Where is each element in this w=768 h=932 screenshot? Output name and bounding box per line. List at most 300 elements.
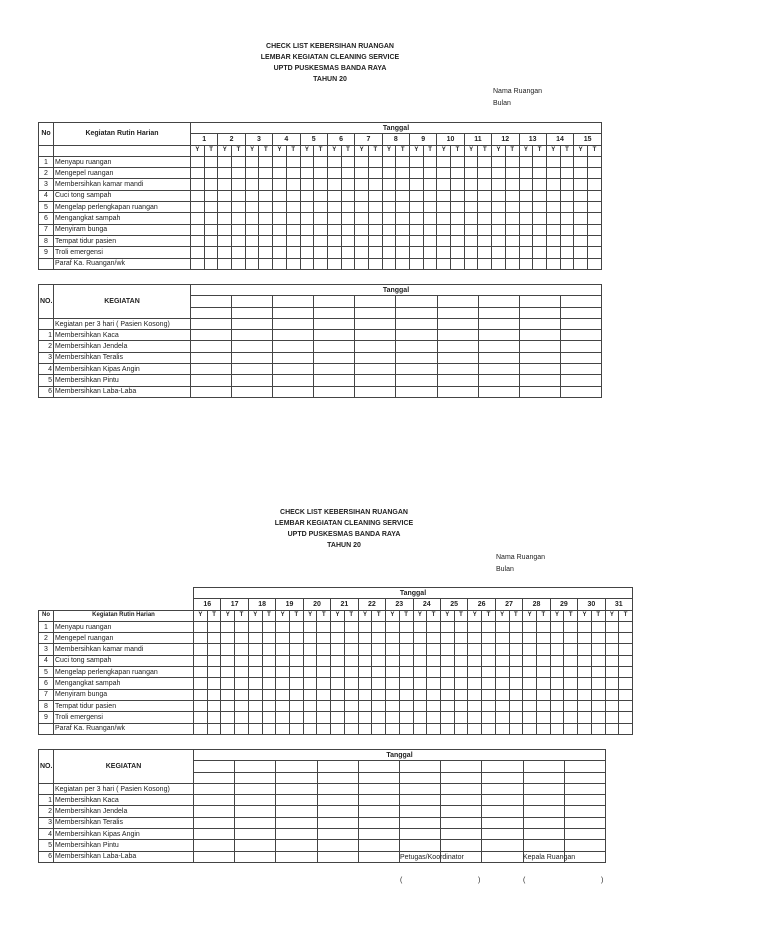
check-cell[interactable] xyxy=(413,689,427,700)
check-cell[interactable] xyxy=(314,341,355,352)
check-cell[interactable] xyxy=(273,258,287,269)
check-cell[interactable] xyxy=(317,644,331,655)
check-cell[interactable] xyxy=(464,202,478,213)
check-cell[interactable] xyxy=(423,258,437,269)
check-cell[interactable] xyxy=(523,655,537,666)
check-cell[interactable] xyxy=(290,621,304,632)
check-cell[interactable] xyxy=(344,712,358,723)
check-cell[interactable] xyxy=(355,364,396,375)
check-cell[interactable] xyxy=(191,168,205,179)
check-cell[interactable] xyxy=(440,621,454,632)
check-cell[interactable] xyxy=(423,156,437,167)
check-cell[interactable] xyxy=(235,667,249,678)
check-cell[interactable] xyxy=(194,783,235,794)
check-cell[interactable] xyxy=(355,330,396,341)
check-cell[interactable] xyxy=(482,644,496,655)
check-cell[interactable] xyxy=(519,318,560,329)
check-cell[interactable] xyxy=(564,633,578,644)
check-cell[interactable] xyxy=(262,644,276,655)
check-cell[interactable] xyxy=(482,689,496,700)
check-cell[interactable] xyxy=(245,213,259,224)
check-cell[interactable] xyxy=(505,235,519,246)
check-cell[interactable] xyxy=(560,364,601,375)
check-cell[interactable] xyxy=(314,330,355,341)
check-cell[interactable] xyxy=(317,621,331,632)
check-cell[interactable] xyxy=(327,190,341,201)
check-cell[interactable] xyxy=(248,712,262,723)
check-cell[interactable] xyxy=(564,667,578,678)
check-cell[interactable] xyxy=(232,375,273,386)
check-cell[interactable] xyxy=(482,700,496,711)
check-cell[interactable] xyxy=(533,258,547,269)
check-cell[interactable] xyxy=(437,213,451,224)
check-cell[interactable] xyxy=(317,689,331,700)
check-cell[interactable] xyxy=(492,213,506,224)
check-cell[interactable] xyxy=(591,667,605,678)
check-cell[interactable] xyxy=(276,723,290,734)
check-cell[interactable] xyxy=(505,202,519,213)
check-cell[interactable] xyxy=(482,723,496,734)
check-cell[interactable] xyxy=(355,179,369,190)
check-cell[interactable] xyxy=(464,235,478,246)
check-cell[interactable] xyxy=(327,258,341,269)
check-cell[interactable] xyxy=(386,689,400,700)
check-cell[interactable] xyxy=(331,644,345,655)
check-cell[interactable] xyxy=(482,633,496,644)
check-cell[interactable] xyxy=(574,190,588,201)
check-cell[interactable] xyxy=(492,224,506,235)
check-cell[interactable] xyxy=(550,621,564,632)
check-cell[interactable] xyxy=(505,247,519,258)
check-cell[interactable] xyxy=(533,235,547,246)
check-cell[interactable] xyxy=(533,247,547,258)
check-cell[interactable] xyxy=(276,700,290,711)
check-cell[interactable] xyxy=(386,678,400,689)
check-cell[interactable] xyxy=(300,224,314,235)
check-cell[interactable] xyxy=(437,168,451,179)
check-cell[interactable] xyxy=(560,168,574,179)
check-cell[interactable] xyxy=(300,247,314,258)
check-cell[interactable] xyxy=(235,712,249,723)
check-cell[interactable] xyxy=(344,667,358,678)
check-cell[interactable] xyxy=(303,667,317,678)
check-cell[interactable] xyxy=(221,723,235,734)
check-cell[interactable] xyxy=(546,179,560,190)
check-cell[interactable] xyxy=(495,723,509,734)
check-cell[interactable] xyxy=(191,190,205,201)
date-cell[interactable] xyxy=(437,296,478,307)
date-cell[interactable] xyxy=(235,761,276,772)
check-cell[interactable] xyxy=(587,190,601,201)
check-cell[interactable] xyxy=(355,224,369,235)
check-cell[interactable] xyxy=(191,341,232,352)
check-cell[interactable] xyxy=(372,689,386,700)
check-cell[interactable] xyxy=(509,644,523,655)
check-cell[interactable] xyxy=(482,712,496,723)
check-cell[interactable] xyxy=(259,224,273,235)
check-cell[interactable] xyxy=(355,202,369,213)
check-cell[interactable] xyxy=(478,213,492,224)
check-cell[interactable] xyxy=(221,667,235,678)
check-cell[interactable] xyxy=(519,341,560,352)
check-cell[interactable] xyxy=(423,213,437,224)
check-cell[interactable] xyxy=(505,213,519,224)
check-cell[interactable] xyxy=(509,689,523,700)
check-cell[interactable] xyxy=(300,258,314,269)
check-cell[interactable] xyxy=(300,156,314,167)
check-cell[interactable] xyxy=(358,817,399,828)
check-cell[interactable] xyxy=(546,168,560,179)
check-cell[interactable] xyxy=(533,224,547,235)
date-cell[interactable] xyxy=(273,296,314,307)
check-cell[interactable] xyxy=(423,202,437,213)
check-cell[interactable] xyxy=(578,655,592,666)
check-cell[interactable] xyxy=(300,202,314,213)
check-cell[interactable] xyxy=(437,156,451,167)
check-cell[interactable] xyxy=(427,621,441,632)
date-cell[interactable] xyxy=(358,772,399,783)
check-cell[interactable] xyxy=(341,156,355,167)
check-cell[interactable] xyxy=(454,644,468,655)
check-cell[interactable] xyxy=(232,213,246,224)
check-cell[interactable] xyxy=(331,633,345,644)
check-cell[interactable] xyxy=(550,667,564,678)
check-cell[interactable] xyxy=(245,247,259,258)
check-cell[interactable] xyxy=(286,202,300,213)
check-cell[interactable] xyxy=(355,168,369,179)
check-cell[interactable] xyxy=(191,202,205,213)
check-cell[interactable] xyxy=(441,806,482,817)
check-cell[interactable] xyxy=(276,678,290,689)
check-cell[interactable] xyxy=(399,633,413,644)
check-cell[interactable] xyxy=(550,655,564,666)
date-cell[interactable] xyxy=(478,307,519,318)
check-cell[interactable] xyxy=(259,179,273,190)
check-cell[interactable] xyxy=(482,621,496,632)
check-cell[interactable] xyxy=(331,712,345,723)
check-cell[interactable] xyxy=(314,168,328,179)
check-cell[interactable] xyxy=(564,644,578,655)
check-cell[interactable] xyxy=(262,678,276,689)
check-cell[interactable] xyxy=(204,247,218,258)
check-cell[interactable] xyxy=(248,644,262,655)
date-cell[interactable] xyxy=(482,772,523,783)
check-cell[interactable] xyxy=(505,156,519,167)
check-cell[interactable] xyxy=(399,700,413,711)
check-cell[interactable] xyxy=(221,655,235,666)
check-cell[interactable] xyxy=(358,806,399,817)
check-cell[interactable] xyxy=(276,655,290,666)
check-cell[interactable] xyxy=(368,168,382,179)
check-cell[interactable] xyxy=(358,712,372,723)
check-cell[interactable] xyxy=(358,783,399,794)
date-cell[interactable] xyxy=(519,307,560,318)
check-cell[interactable] xyxy=(232,330,273,341)
check-cell[interactable] xyxy=(478,364,519,375)
check-cell[interactable] xyxy=(341,190,355,201)
date-cell[interactable] xyxy=(396,296,437,307)
check-cell[interactable] xyxy=(546,224,560,235)
date-cell[interactable] xyxy=(232,296,273,307)
check-cell[interactable] xyxy=(317,655,331,666)
check-cell[interactable] xyxy=(478,179,492,190)
check-cell[interactable] xyxy=(344,655,358,666)
check-cell[interactable] xyxy=(523,633,537,644)
check-cell[interactable] xyxy=(437,179,451,190)
check-cell[interactable] xyxy=(533,202,547,213)
date-cell[interactable] xyxy=(191,307,232,318)
check-cell[interactable] xyxy=(619,644,633,655)
check-cell[interactable] xyxy=(413,633,427,644)
check-cell[interactable] xyxy=(276,840,317,851)
check-cell[interactable] xyxy=(399,723,413,734)
check-cell[interactable] xyxy=(591,678,605,689)
check-cell[interactable] xyxy=(399,817,440,828)
check-cell[interactable] xyxy=(468,621,482,632)
check-cell[interactable] xyxy=(191,352,232,363)
check-cell[interactable] xyxy=(327,168,341,179)
date-cell[interactable] xyxy=(317,772,358,783)
check-cell[interactable] xyxy=(372,678,386,689)
check-cell[interactable] xyxy=(372,667,386,678)
check-cell[interactable] xyxy=(437,247,451,258)
check-cell[interactable] xyxy=(550,689,564,700)
check-cell[interactable] xyxy=(478,156,492,167)
check-cell[interactable] xyxy=(248,655,262,666)
check-cell[interactable] xyxy=(344,678,358,689)
check-cell[interactable] xyxy=(303,723,317,734)
check-cell[interactable] xyxy=(619,723,633,734)
check-cell[interactable] xyxy=(519,224,533,235)
check-cell[interactable] xyxy=(564,655,578,666)
check-cell[interactable] xyxy=(427,655,441,666)
check-cell[interactable] xyxy=(619,621,633,632)
check-cell[interactable] xyxy=(468,723,482,734)
check-cell[interactable] xyxy=(382,235,396,246)
check-cell[interactable] xyxy=(341,213,355,224)
check-cell[interactable] xyxy=(464,179,478,190)
check-cell[interactable] xyxy=(276,644,290,655)
check-cell[interactable] xyxy=(574,156,588,167)
check-cell[interactable] xyxy=(344,644,358,655)
check-cell[interactable] xyxy=(564,712,578,723)
date-cell[interactable] xyxy=(273,307,314,318)
check-cell[interactable] xyxy=(245,190,259,201)
check-cell[interactable] xyxy=(437,235,451,246)
check-cell[interactable] xyxy=(464,247,478,258)
check-cell[interactable] xyxy=(355,235,369,246)
date-cell[interactable] xyxy=(276,761,317,772)
check-cell[interactable] xyxy=(259,213,273,224)
check-cell[interactable] xyxy=(232,341,273,352)
check-cell[interactable] xyxy=(194,712,208,723)
check-cell[interactable] xyxy=(232,318,273,329)
check-cell[interactable] xyxy=(523,712,537,723)
check-cell[interactable] xyxy=(423,247,437,258)
check-cell[interactable] xyxy=(286,235,300,246)
check-cell[interactable] xyxy=(591,712,605,723)
check-cell[interactable] xyxy=(478,247,492,258)
date-cell[interactable] xyxy=(523,772,564,783)
check-cell[interactable] xyxy=(273,386,314,397)
check-cell[interactable] xyxy=(245,258,259,269)
check-cell[interactable] xyxy=(358,655,372,666)
check-cell[interactable] xyxy=(560,156,574,167)
check-cell[interactable] xyxy=(286,179,300,190)
check-cell[interactable] xyxy=(523,783,564,794)
check-cell[interactable] xyxy=(372,712,386,723)
check-cell[interactable] xyxy=(235,678,249,689)
check-cell[interactable] xyxy=(341,247,355,258)
check-cell[interactable] xyxy=(355,352,396,363)
check-cell[interactable] xyxy=(587,179,601,190)
check-cell[interactable] xyxy=(372,655,386,666)
check-cell[interactable] xyxy=(505,190,519,201)
check-cell[interactable] xyxy=(437,364,478,375)
check-cell[interactable] xyxy=(536,621,550,632)
check-cell[interactable] xyxy=(519,375,560,386)
check-cell[interactable] xyxy=(578,621,592,632)
check-cell[interactable] xyxy=(344,723,358,734)
check-cell[interactable] xyxy=(290,700,304,711)
check-cell[interactable] xyxy=(495,655,509,666)
check-cell[interactable] xyxy=(218,224,232,235)
check-cell[interactable] xyxy=(245,235,259,246)
check-cell[interactable] xyxy=(619,678,633,689)
check-cell[interactable] xyxy=(427,712,441,723)
check-cell[interactable] xyxy=(550,712,564,723)
check-cell[interactable] xyxy=(605,667,619,678)
check-cell[interactable] xyxy=(204,213,218,224)
check-cell[interactable] xyxy=(286,213,300,224)
check-cell[interactable] xyxy=(410,224,424,235)
check-cell[interactable] xyxy=(300,179,314,190)
check-cell[interactable] xyxy=(605,644,619,655)
check-cell[interactable] xyxy=(560,341,601,352)
check-cell[interactable] xyxy=(273,156,287,167)
check-cell[interactable] xyxy=(218,202,232,213)
check-cell[interactable] xyxy=(276,795,317,806)
check-cell[interactable] xyxy=(523,689,537,700)
date-cell[interactable] xyxy=(399,761,440,772)
check-cell[interactable] xyxy=(464,224,478,235)
check-cell[interactable] xyxy=(564,700,578,711)
check-cell[interactable] xyxy=(564,829,605,840)
check-cell[interactable] xyxy=(451,179,465,190)
check-cell[interactable] xyxy=(396,224,410,235)
check-cell[interactable] xyxy=(482,840,523,851)
check-cell[interactable] xyxy=(492,247,506,258)
check-cell[interactable] xyxy=(605,678,619,689)
check-cell[interactable] xyxy=(232,258,246,269)
check-cell[interactable] xyxy=(605,621,619,632)
check-cell[interactable] xyxy=(478,386,519,397)
check-cell[interactable] xyxy=(259,156,273,167)
check-cell[interactable] xyxy=(207,723,221,734)
check-cell[interactable] xyxy=(440,723,454,734)
check-cell[interactable] xyxy=(519,352,560,363)
check-cell[interactable] xyxy=(437,386,478,397)
check-cell[interactable] xyxy=(317,817,358,828)
check-cell[interactable] xyxy=(440,678,454,689)
date-cell[interactable] xyxy=(235,772,276,783)
check-cell[interactable] xyxy=(273,375,314,386)
check-cell[interactable] xyxy=(574,247,588,258)
check-cell[interactable] xyxy=(314,179,328,190)
check-cell[interactable] xyxy=(536,667,550,678)
check-cell[interactable] xyxy=(546,258,560,269)
check-cell[interactable] xyxy=(232,352,273,363)
check-cell[interactable] xyxy=(478,341,519,352)
check-cell[interactable] xyxy=(245,202,259,213)
check-cell[interactable] xyxy=(276,829,317,840)
check-cell[interactable] xyxy=(262,689,276,700)
check-cell[interactable] xyxy=(276,621,290,632)
date-cell[interactable] xyxy=(317,761,358,772)
check-cell[interactable] xyxy=(533,213,547,224)
check-cell[interactable] xyxy=(290,667,304,678)
check-cell[interactable] xyxy=(245,156,259,167)
check-cell[interactable] xyxy=(327,224,341,235)
check-cell[interactable] xyxy=(221,700,235,711)
check-cell[interactable] xyxy=(207,712,221,723)
check-cell[interactable] xyxy=(327,247,341,258)
check-cell[interactable] xyxy=(451,247,465,258)
check-cell[interactable] xyxy=(587,224,601,235)
check-cell[interactable] xyxy=(509,667,523,678)
check-cell[interactable] xyxy=(276,817,317,828)
check-cell[interactable] xyxy=(194,817,235,828)
check-cell[interactable] xyxy=(317,723,331,734)
check-cell[interactable] xyxy=(410,156,424,167)
check-cell[interactable] xyxy=(536,678,550,689)
check-cell[interactable] xyxy=(386,723,400,734)
check-cell[interactable] xyxy=(564,621,578,632)
check-cell[interactable] xyxy=(368,202,382,213)
check-cell[interactable] xyxy=(207,644,221,655)
check-cell[interactable] xyxy=(358,667,372,678)
check-cell[interactable] xyxy=(262,633,276,644)
check-cell[interactable] xyxy=(235,817,276,828)
check-cell[interactable] xyxy=(386,667,400,678)
check-cell[interactable] xyxy=(550,644,564,655)
check-cell[interactable] xyxy=(358,723,372,734)
check-cell[interactable] xyxy=(232,224,246,235)
check-cell[interactable] xyxy=(344,689,358,700)
check-cell[interactable] xyxy=(232,190,246,201)
date-cell[interactable] xyxy=(276,772,317,783)
check-cell[interactable] xyxy=(413,712,427,723)
check-cell[interactable] xyxy=(382,224,396,235)
check-cell[interactable] xyxy=(437,258,451,269)
check-cell[interactable] xyxy=(259,168,273,179)
check-cell[interactable] xyxy=(605,723,619,734)
check-cell[interactable] xyxy=(454,700,468,711)
date-cell[interactable] xyxy=(523,761,564,772)
check-cell[interactable] xyxy=(286,156,300,167)
check-cell[interactable] xyxy=(519,330,560,341)
check-cell[interactable] xyxy=(396,190,410,201)
check-cell[interactable] xyxy=(314,258,328,269)
check-cell[interactable] xyxy=(286,247,300,258)
check-cell[interactable] xyxy=(372,633,386,644)
check-cell[interactable] xyxy=(232,247,246,258)
check-cell[interactable] xyxy=(396,330,437,341)
check-cell[interactable] xyxy=(437,190,451,201)
date-cell[interactable] xyxy=(441,761,482,772)
check-cell[interactable] xyxy=(317,851,358,862)
check-cell[interactable] xyxy=(440,667,454,678)
